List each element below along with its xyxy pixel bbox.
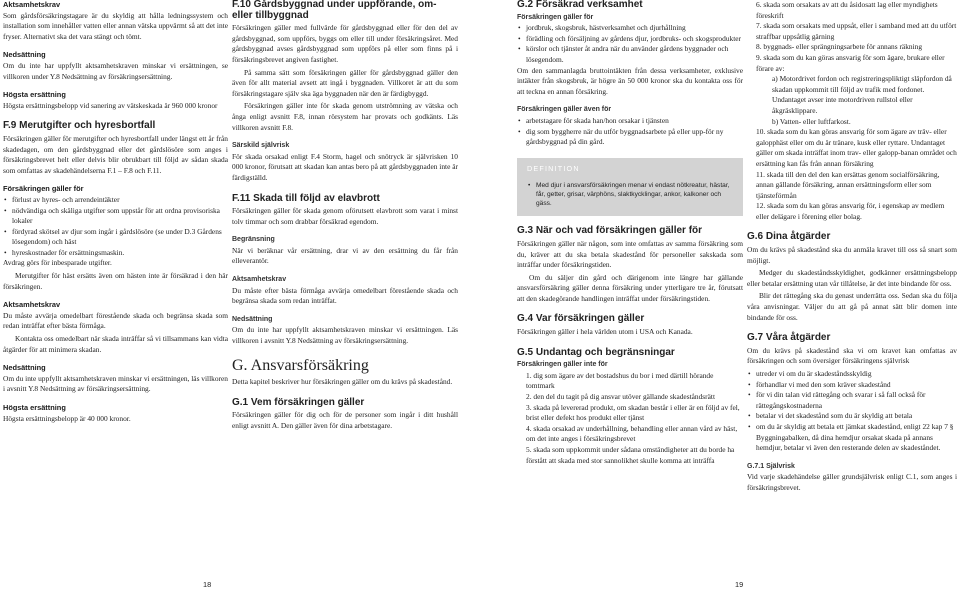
list-item: 4. skada orsakad av underhållning, behandling eller annan vård av häst, om det inte anges i försäkringsbrevet: [526, 423, 738, 444]
list-item: • utreder vi om du är skadeståndsskyldig: [747, 369, 957, 380]
list-item: 5. skada som uppkommit under sådana omständigheter att du borde ha förstått att skada med stor sannolikhet skulle komma att inträffa: [526, 445, 735, 465]
list-g5-cont-2: [747, 127, 957, 222]
heading-aktsamhetskrav-2: Aktsamhetskrav: [3, 300, 61, 310]
list-item: • om du är skyldig att betala ett jämkat skadestånd, enligt 22 kap 7 § Byggningabalken, då dina hemdjur orsakat skada på annans hemdjur, betalar vi även den resterande delen av skadeståndet.: [747, 422, 957, 454]
heading-nedsattning-2: Nedsättning: [3, 363, 46, 373]
column-2: [232, 0, 458, 434]
list-item: 9. skada som du kan göras ansvarig för som ägare, brukare eller förare av:: [756, 52, 945, 73]
para-f10c: Försäkringen gäller inte för skada genom utströmning av vätska och ånga enligt avsnitt F.8, innan rörsystem har provats och godkänts. Läs villkoren avsnitt F.8.: [232, 101, 458, 132]
list-item: 1. dig som ägare av det bostadshus du bor i med därtill hörande tomtmark: [526, 370, 714, 391]
section-g4-title: G.4 Var försäkringen gäller: [517, 313, 645, 325]
heading-hogsta: Högsta ersättning: [3, 90, 66, 100]
column-1: [3, 0, 228, 426]
list-f9: [3, 195, 228, 259]
para-hogsta: Högsta ersättningsbelopp vid sanering av vätskeskada är 960 000 kronor: [3, 100, 218, 110]
para-hogsta-2: Högsta ersättningsbelopp är 40 000 kronor.: [3, 413, 131, 423]
definition-box: [517, 158, 743, 217]
list-g7: [747, 369, 957, 454]
list-g2: [517, 23, 743, 65]
list-item: • förlust av hyres- och arrendeintäkter: [3, 195, 228, 206]
list-item: 7. skada som orsakats med uppsåt, eller i samband med att du utfört straffbar uppsåtlig gärning: [756, 21, 957, 41]
section-g7-title: G.7 Våra åtgärder: [747, 332, 831, 344]
definition-text: • Med djur i ansvarsförsäkringen menar vi endast nötkreatur, hästar, får, getter, grisar, värphöns, slaktkycklingar, ankor, kalkoner och gäss.: [527, 181, 733, 208]
list-item: 6. skada som orsakats av att du åsidosatt lag eller myndighets föreskrift: [756, 0, 938, 20]
para-merutgift: Merutgifter för häst ersätts även om hästen inte är försäkrad i den här försäkringen.: [3, 271, 228, 291]
list-item: • dig som byggherre när du utför byggnadsarbete på eller upp-för ny gårdsbyggnad på din gård.: [517, 127, 743, 148]
section-g2-title: G.2 Försäkrad verksamhet: [517, 0, 643, 10]
heading-nedsattning: Nedsättning: [232, 315, 273, 323]
para-f11: Försäkringen gäller för skada genom oförutsett elavbrott som varat i minst tolv timmar och som drabbar försäkrad egendom.: [232, 206, 458, 226]
definition-title: DEFINITION: [527, 163, 580, 173]
para-g1: Försäkringen gäller för dig och för de personer som ingår i ditt hushåll enligt avsnitt A. Den gäller även för dina arbetstagare.: [232, 410, 458, 430]
list-item: b) Vatten- eller luftfarkost.: [772, 116, 851, 126]
page-number-left: 18: [203, 580, 212, 589]
list-sub: [747, 74, 957, 127]
list-g5-cont: [747, 0, 957, 74]
list-item: 12. skada som du kan göras ansvarig för, i egenskap av medlem eller delägare i förening eller bolag.: [756, 201, 945, 221]
section-g6-title: G.6 Dina åtgärder: [747, 231, 831, 243]
list-item: 10. skada som du kan göras ansvarig för som ägare av träv- eller galopphäst eller om du är tränare, kusk eller ryttare. Undantaget gäller om skada inträffat inom trav- eller galopp-banan området och ersättning kan fås från annan försäkring: [756, 127, 957, 168]
para-sammanlagda: Om den sammanlagda bruttointäkten från dessa verksamheter, exklusive intäkter från skogsbruk, är högre än 50 000 kronor ska du kontakta oss för att teckna en annan försäkring.: [517, 65, 743, 96]
heading-galler: Försäkringen gäller för: [3, 184, 84, 194]
heading-nedsattning: Nedsättning: [3, 50, 46, 60]
list-item: • förädling och försäljning av gårdens djur, jordbruks- och skogsprodukter: [517, 34, 743, 45]
list-g5: [517, 371, 743, 466]
para-nedsattning-2: Om du inte uppfyllt aktsamhetskraven minskar vi ersättningen, läs villkoren i avsnitt Y.8 Nedsättning av försäkringsersättning.: [3, 373, 228, 394]
list-item: • förhandlar vi med den som kräver skadestånd: [747, 380, 957, 391]
para-g71: Vid varje skadehändelse gäller grundsjälvrisk enligt C.1, som anges i försäkringsbrevet.: [747, 472, 957, 492]
heading-hogsta-2: Högsta ersättning: [3, 403, 66, 412]
list-item: 3. skada på levererad produkt, om skadan består i eller är en följd av fel, brist eller defekt hos produkt eller tjänst: [526, 402, 740, 423]
list-item: • fördyrad skötsel av djur som ingår i gårdslösöre (se under D.3 Gårdens lösegendom) och häst: [3, 227, 228, 248]
para-g6c: Blir det rättegång ska du genast underrätta oss. Sedan ska du följa våra anvisningar. Väljer du att gå på annat sätt blir domen inte bindande för oss.: [747, 291, 957, 322]
list-item: 2. den del du tagit på dig ansvar utöver gällande skadeståndsrätt: [526, 392, 716, 402]
column-4: [747, 0, 957, 496]
heading-aktsamhetskrav: Aktsamhetskrav: [232, 276, 287, 284]
section-g5-title: G.5 Undantag och begränsningar: [517, 346, 675, 358]
list-item: • för vi din talan vid rättegång och svarar i så fall också för rättegångskostnaderna: [747, 390, 957, 411]
para-aktsamhet-2: Du måste avvärja omedelbart förestående skada och begränsa skada som redan inträffat efter bästa förmåga.: [3, 310, 228, 331]
list-item: 11. skada till den del den kan ersättas genom socialförsäkring, annan gällande försäkring, annan ersättningsform eller som tjänsteförmån: [756, 169, 940, 200]
para-f9: Försäkringen gäller för merutgifter och hyresbortfall under längst ett år från skadedagen, om den gårdsbyggnad eller det gårdslösöre som anges i försäkringsbrevet helt eller delvis blir obrukbart till följd av sådan skada som omfattas av skadehändelserna F.1 – F.8 och F.11.: [3, 133, 228, 175]
list-g2-aven: [517, 116, 743, 148]
list-item: a) Motordrivet fordon och registreringspliktigt släpfordon då skadan uppkommit till följd av trafik med fordonet. Undantaget avser inte motordriven rullstol eller åkgräsklippare.: [772, 74, 952, 115]
para-f10a: Försäkringen gäller med fullvärde för gårdsbyggnad eller för den del av gårdsbyggnad, som uppförs, byggs om eller till under försäkringsåret. Med gårdsbyggnad avses gårdsbyggnad som uppförs på eller som finns på i försäkringsbrevet angiven fastighet.: [232, 23, 458, 64]
para-avdrag: Avdrag görs för inbesparade utgifter.: [3, 258, 112, 268]
para-f10b: På samma sätt som försäkringen gäller för gårdsbyggnad gäller den även för allt material avsett att ingå i byggnaden. Villkoret är att du som försäkringstagare själv ska äga byggnaden när den är färdigbyggd.: [232, 67, 458, 98]
section-g1-title: G.1 Vem försäkringen gäller: [232, 396, 365, 408]
chapter-g-title: G. Ansvarsförsäkring: [232, 356, 369, 374]
heading-galler: Försäkringen gäller för: [517, 13, 594, 21]
para-g6a: Om du krävs på skadestånd ska du anmäla kravet till oss så snart som möjligt.: [747, 245, 957, 265]
para-g4: Försäkringen gäller i hela världen utom i USA och Kanada.: [517, 327, 693, 337]
heading-galler-inte: Försäkringen gäller inte för: [517, 361, 608, 369]
list-item: • jordbruk, skogsbruk, hästverksamhet och djurhållning: [517, 23, 743, 34]
para-sjalvrisk: För skada orsakad enligt F.4 Storm, hagel och snötryck är självrisken 10 000 kronor, förutsatt att skadan kan antas bero på att gårdsbyggnaden inte är färdigställd.: [232, 151, 458, 182]
para-g6b: Medger du skadeståndsskyldighet, godkänner ersättningsbelopp eller betalar ersättning utan vår tillåtelse, är det inte bindande för oss.: [747, 268, 957, 288]
section-f11-title: F.11 Skada till följd av elavbrott: [232, 192, 380, 204]
heading-begransning: Begränsning: [232, 236, 275, 244]
para-kontakta: Kontakta oss omedelbart när skada inträffar så vi tillsammans kan vidta åtgärder för att minimera skadan.: [3, 334, 228, 354]
para-begransning: När vi beräknar vår ersättning, drar vi av den ersättning du får från elleverantör.: [232, 245, 458, 266]
list-item: • arbetstagare för skada han/hon orsakar i tjänsten: [517, 116, 743, 127]
heading-galler-aven: Försäkringen gäller även för: [517, 106, 612, 114]
para-g3a: Försäkringen gäller när någon, som inte omfattas av samma försäkring som du, kräver att du ska betala skadestånd för personeller sakskada som inträffar under försäkringstiden.: [517, 238, 743, 270]
section-g71-title: G.7.1 Självrisk: [747, 462, 795, 470]
section-f9-title: F.9 Merutgifter och hyresbortfall: [3, 120, 156, 132]
heading-sarskild-sjalvrisk: Särskild självrisk: [232, 142, 290, 150]
para-g3b: Om du säljer din gård och därigenom inte längre har gällande ansvarsförsäkring gäller denna försäkring under ytterligare tre år, förutsatt att den skadegörande handlingen inträffat under försäkringstiden.: [517, 272, 743, 303]
section-g3-title: G.3 När och vad försäkringen gäller för: [517, 225, 703, 237]
para-g7: Om du krävs på skadestånd ska vi om kravet kan omfattas av försäkringen och som översiger försäkringens självrisk: [747, 345, 957, 366]
section-f10-title: F.10 Gårdsbyggnad under uppförande, om- eller tillbyggnad: [232, 0, 437, 21]
para-nedsattning: Om du inte har uppfyllt aktsamhetskraven minskar vi ersättningen, se villkoren under Y.8 Nedsättning av försäkringsersättning.: [3, 60, 228, 81]
heading-aktsamhetskrav: Aktsamhetskrav: [3, 0, 61, 9]
page-number-right: 19: [735, 580, 744, 589]
para-nedsattning: Om du inte har uppfyllt aktsamhetskraven minskar vi ersättningen. Läs villkoren i avsnitt Y.8 Nedsättning av försäkringsersättning.: [232, 325, 458, 346]
list-item: • nödvändiga och skäliga utgifter som uppstår för att ordna provisoriska lokaler: [3, 206, 228, 227]
para-g: Detta kapitel beskriver hur försäkringen gäller om du krävs på skadestånd.: [232, 377, 453, 387]
column-3: [517, 0, 743, 466]
list-item: 8. byggnads- eller sprängningsarbete för annans räkning: [756, 42, 923, 52]
list-item: • hyreskostnader för ersättningsmaskin.: [3, 248, 228, 259]
list-item: • betalar vi det skadestånd som du är skyldig att betala: [747, 411, 957, 422]
para-aktsamhet: Som gårdsförsäkringstagare är du skyldig att hålla ledningssystem och installation som innehåller vatten eller annan vätska uppvärmt så att det inte fryser. Alternativt ska det vara stängt och tömt.: [3, 10, 228, 41]
para-aktsamhet: Du måste efter bästa förmåga avvärja omedelbart förestående skada och begränsa skada som redan inträffat.: [232, 285, 458, 306]
list-item: • körslor och tjänster åt andra när du använder gårdens byggnader och lösegendom.: [517, 44, 743, 65]
